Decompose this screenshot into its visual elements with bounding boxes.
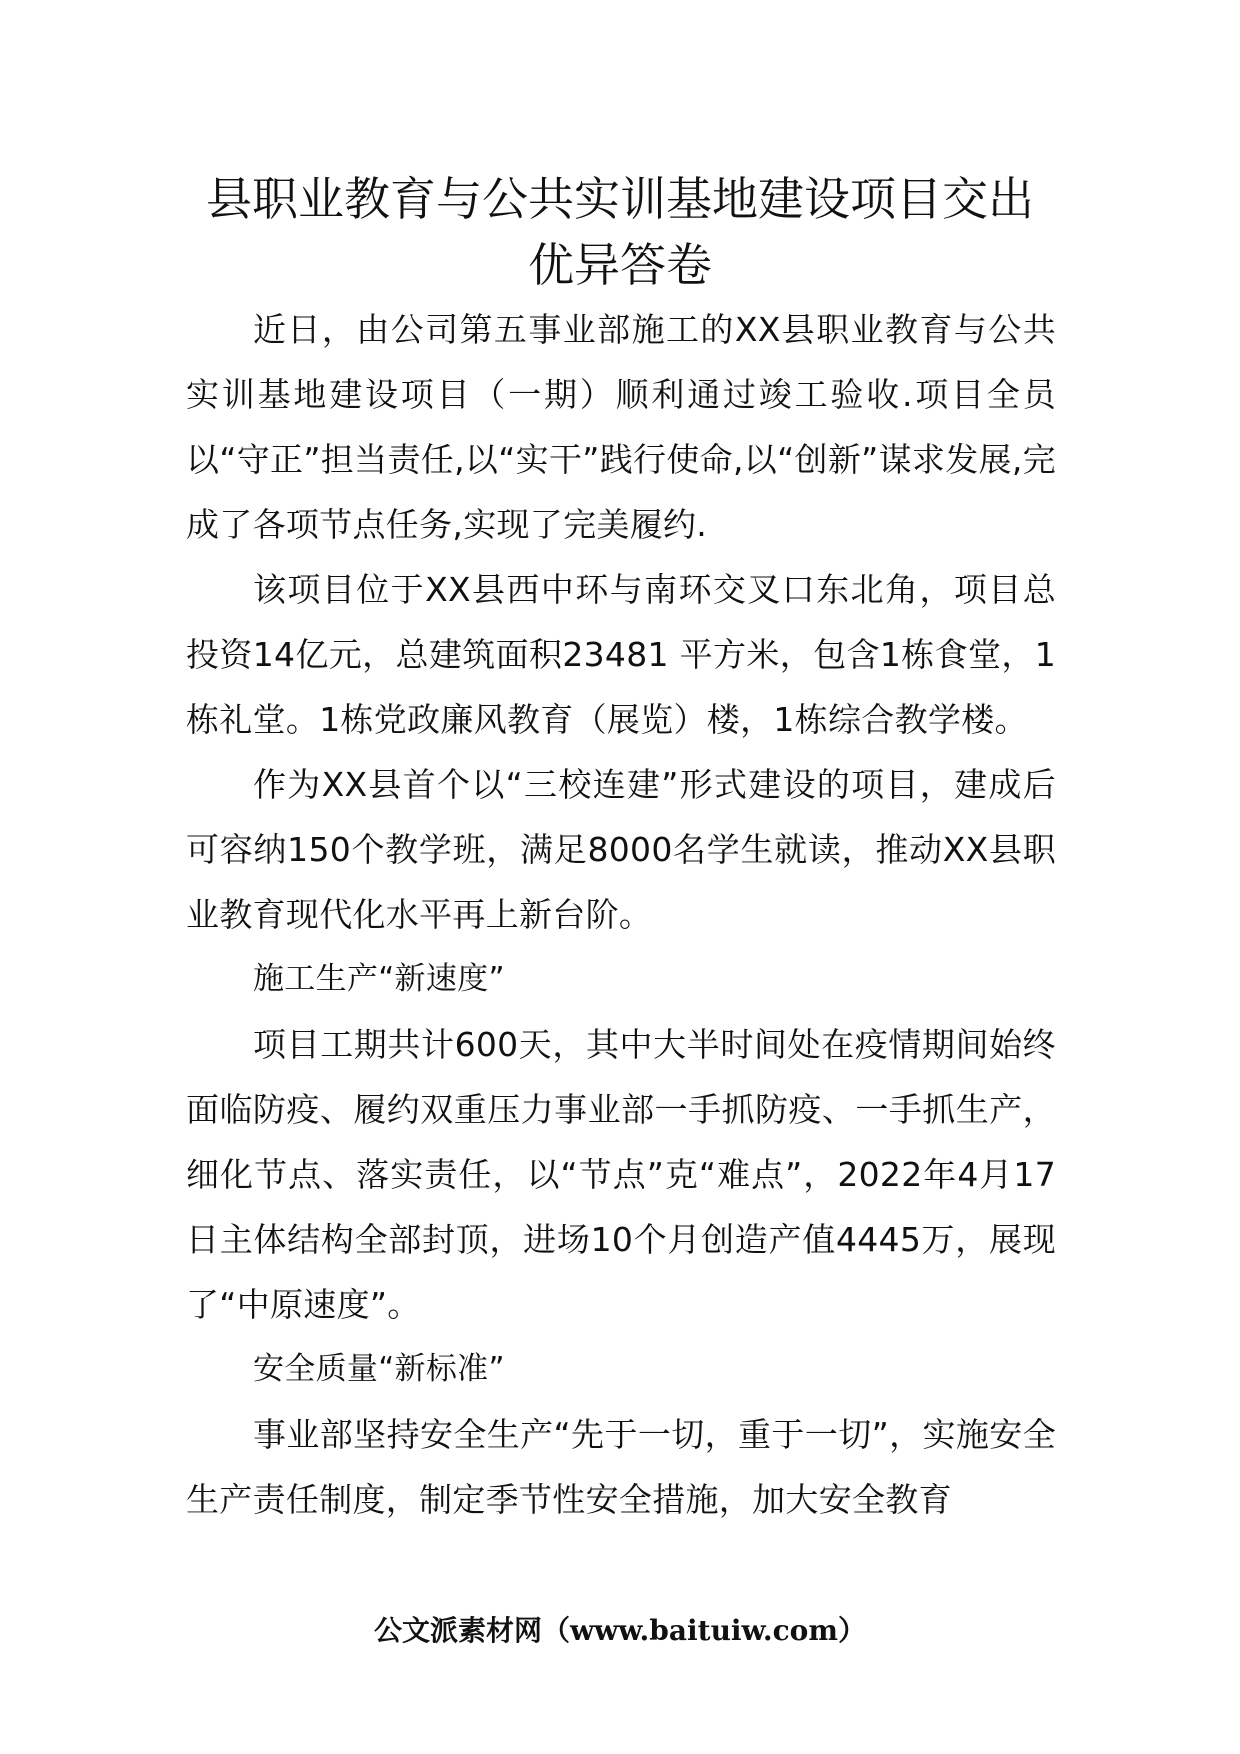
footer-watermark: 公文派素材网（www.baituiw.com） [374, 1614, 866, 1647]
title-line-2: 优异答卷 [528, 238, 712, 292]
document-title [160, 166, 1080, 298]
subheading-speed: 施工生产“新速度” [253, 961, 505, 997]
paragraph-capacity: 作为XX县首个以“三校连建”形式建设的项目，建成后可容纳150个教学班，满足8000名学生就读，推动XX县职业教育现代化水平再上新台阶。 [186, 765, 1056, 934]
paragraph-schedule: 项目工期共计600天，其中大半时间处在疫情期间始终面临防疫、履约双重压力事业部一手抓防疫、一手抓生产，细化节点、落实责任，以“节点”克“难点”，2022年4月17日主体结构全部封顶，进场10个月创造产值4445万，展现了“中原速度”。 [186, 1025, 1056, 1324]
title-line-1: 县职业教育与公共实训基地建设项目交出 [206, 172, 1034, 226]
subheading-safety: 安全质量“新标准” [253, 1351, 505, 1387]
paragraph-intro: 近日，由公司第五事业部施工的XX县职业教育与公共实训基地建设项目（一期）顺利通过竣工验收.项目全员以“守正”担当责任,以“实干”践行使命,以“创新”谋求发展,完成了各项节点任务,实现了完美履约. [186, 310, 1056, 544]
paragraph-safety: 事业部坚持安全生产“先于一切，重于一切”，实施安全生产责任制度，制定季节性安全措施，加大安全教育 [186, 1415, 1056, 1519]
document-body [186, 297, 1056, 1532]
paragraph-location: 该项目位于XX县西中环与南环交叉口东北角，项目总投资14亿元，总建筑面积23481 平方米，包含1栋食堂，1栋礼堂。1栋党政廉风教育（展览）楼，1栋综合教学楼。 [186, 570, 1056, 739]
